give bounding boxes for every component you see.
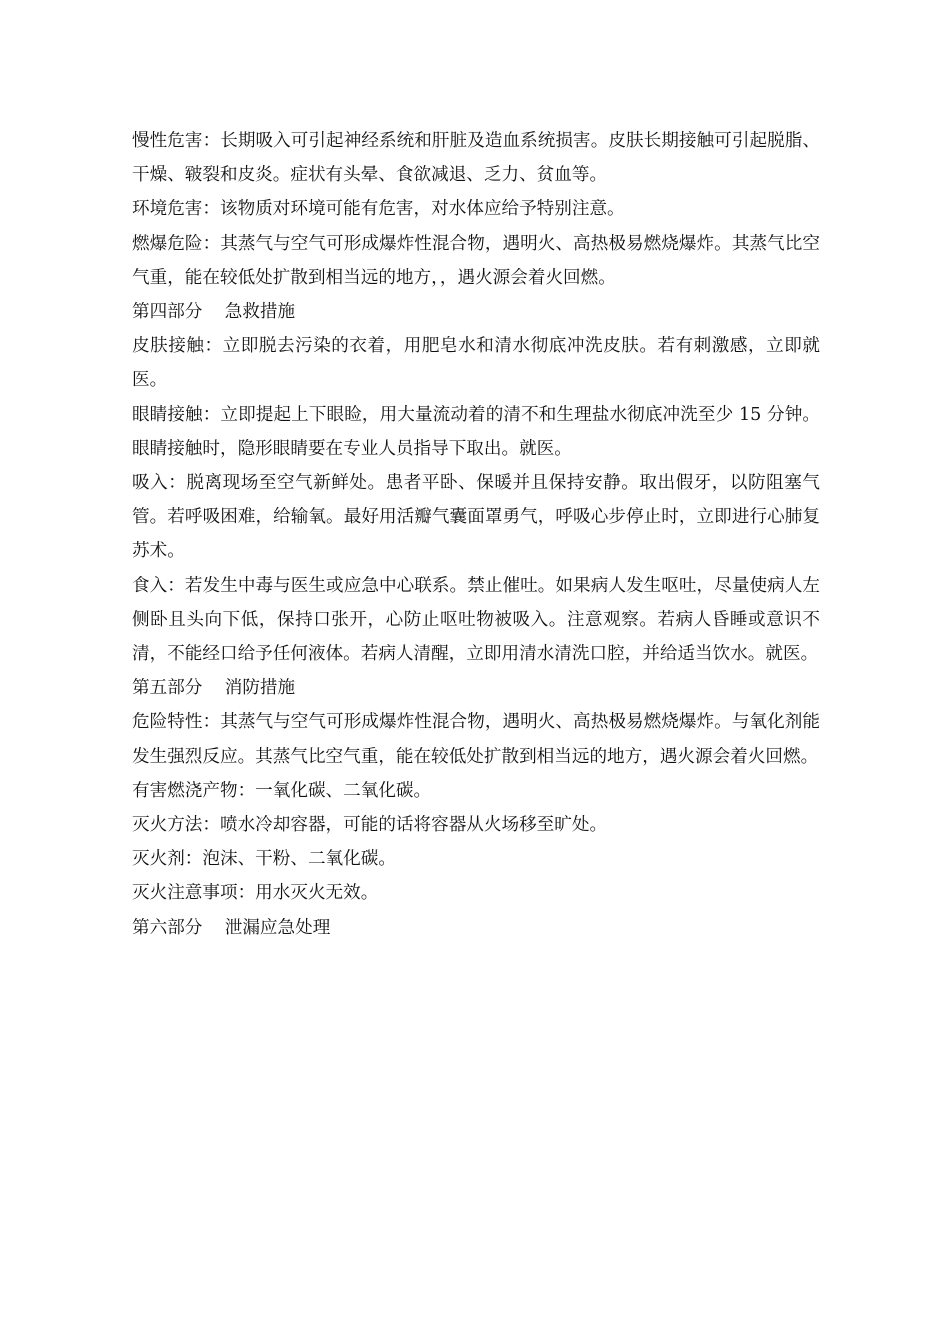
paragraph-hazard-characteristics: 危险特性：其蒸气与空气可形成爆炸性混合物，遇明火、高热极易燃烧爆炸。与氧化剂能发生强烈反应。其蒸气比空气重，能在较低处扩散到相当远的地方，遇火源会着火回燃。 — [132, 712, 820, 767]
paragraph-combustion-products: 有害燃浇产物：一氧化碳、二氧化碳。 — [132, 780, 432, 801]
paragraph-firefighting-notes: 灭火注意事项：用水灭火无效。 — [132, 883, 379, 904]
document-page — [132, 124, 820, 945]
paragraph-extinguishing-agent: 灭火剂：泡沫、干粉、二氧化碳。 — [132, 849, 396, 870]
section-heading-first-aid: 第四部分 急救措施 — [132, 302, 296, 323]
paragraph-eye-contact: 眼睛接触：立即提起上下眼睑，用大量流动着的清不和生理盐水彻底冲洗至少 15 分钟。眼睛接触时，隐形眼睛要在专业人员指导下取出。就医。 — [132, 404, 820, 459]
paragraph-extinguishing-method: 灭火方法：喷水冷却容器，可能的话将容器从火场移至旷处。 — [132, 815, 608, 836]
paragraph-environmental-hazard: 环境危害：该物质对环境可能有危害，对水体应给予特别注意。 — [132, 199, 625, 220]
paragraph-skin-contact: 皮肤接触：立即脱去污染的衣着，用肥皂水和清水彻底冲洗皮肤。若有刺激感，立即就医。 — [132, 336, 820, 391]
paragraph-ingestion: 食入：若发生中毒与医生或应急中心联系。禁止催吐。如果病人发生呕吐，尽量使病人左侧卧且头向下低，保持口张开，心防止呕吐物被吸入。注意观察。若病人昏睡或意识不清，不能经口给予任何液体。若病人清醒，立即用清水清洗口腔，并给适当饮水。就医。 — [132, 575, 820, 665]
section-heading-spill-response: 第六部分 泄漏应急处理 — [132, 917, 331, 938]
paragraph-explosion-hazard: 燃爆危险：其蒸气与空气可形成爆炸性混合物，遇明火、高热极易燃烧爆炸。其蒸气比空气重，能在较低处扩散到相当远的地方，，遇火源会着火回燃。 — [132, 233, 820, 288]
paragraph-chronic-hazard: 慢性危害：长期吸入可引起神经系统和肝脏及造血系统损害。皮肤长期接触可引起脱脂、干燥、皲裂和皮炎。症状有头晕、食欲减退、乏力、贫血等。 — [132, 131, 820, 186]
section-heading-firefighting: 第五部分 消防措施 — [132, 678, 296, 699]
paragraph-inhalation: 吸入：脱离现场至空气新鲜处。患者平卧、保暖并且保持安静。取出假牙，以防阻塞气管。若呼吸困难，给输氧。最好用活瓣气囊面罩勇气，呼吸心步停止时，立即进行心肺复苏术。 — [132, 473, 820, 562]
